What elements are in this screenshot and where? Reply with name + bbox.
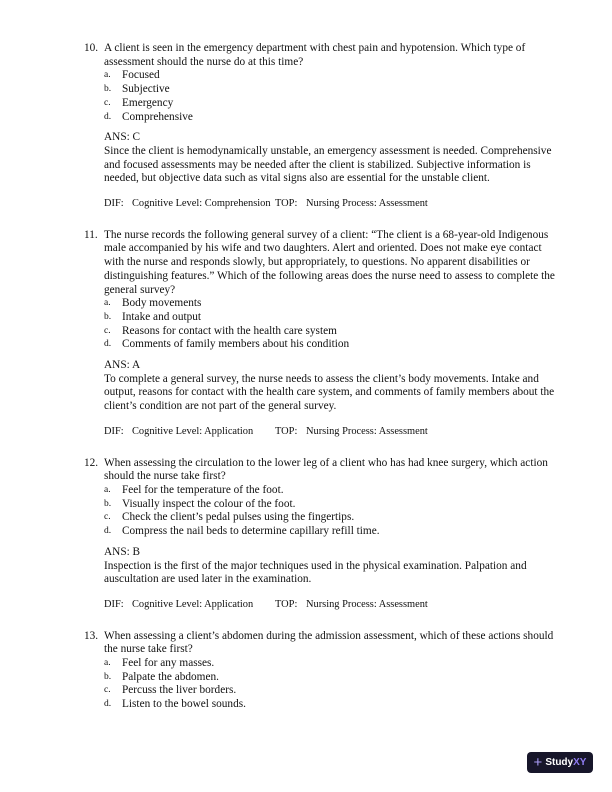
question-13: [84, 630, 554, 712]
option-letter: d.: [104, 339, 112, 350]
answer-option: [104, 684, 554, 698]
rationale: Since the client is hemodynamically unstable, an emergency assessment is needed. Comprehensive and focused assessments may be needed after the client is stabilized. Subjective information is needed, but objective data such as vital signs also are essential for the unstable client.: [104, 144, 552, 185]
question-number: 12.: [84, 456, 99, 469]
option-text: Subjective: [122, 83, 170, 96]
option-letter: b.: [104, 671, 112, 682]
top-label: TOP:: [275, 425, 298, 437]
question-11: [84, 229, 562, 439]
answer-key: ANS: C: [104, 131, 141, 144]
question-list: [84, 42, 562, 730]
option-text: Compress the nail beds to determine capillary refill time.: [122, 525, 380, 538]
option-letter: c.: [104, 512, 111, 523]
option-text: Comments of family members about his condition: [122, 338, 350, 351]
option-letter: b.: [104, 311, 112, 322]
option-text: Comprehensive: [122, 110, 193, 123]
studyxy-badge[interactable]: [527, 752, 593, 773]
badge-text: Study: [545, 756, 574, 768]
option-letter: b.: [104, 498, 112, 509]
answer-key: ANS: A: [104, 359, 141, 372]
question-number: 13.: [84, 629, 99, 642]
option-letter: a.: [104, 484, 111, 495]
rationale: Inspection is the first of the major techniques used in the physical examination. Palpation and auscultation are used later in the examination.: [104, 559, 527, 586]
option-letter: a.: [104, 70, 111, 81]
option-letter: a.: [104, 298, 111, 309]
option-text: Intake and output: [122, 310, 202, 323]
answer-option: [104, 69, 554, 83]
answer-option: [104, 111, 554, 125]
answer-option: [104, 511, 554, 525]
answer-option: [104, 97, 554, 111]
plus-icon: +: [533, 753, 543, 771]
option-text: Palpate the abdomen.: [122, 670, 219, 683]
option-text: Feel for any masses.: [122, 657, 215, 670]
question-number: 10.: [84, 42, 99, 54]
dif-label: DIF:: [104, 425, 124, 437]
question-12: [84, 457, 554, 612]
question-stem: A client is seen in the emergency department with chest pain and hypotension. Which type of assessment should the nurse do at this time?: [104, 42, 526, 68]
topic: Nursing Process: Assessment: [306, 425, 428, 437]
option-text: Body movements: [122, 297, 202, 310]
answer-option: [104, 484, 554, 498]
answer-option: [104, 498, 554, 512]
top-label: TOP:: [275, 598, 298, 610]
difficulty: Cognitive Level: Comprehension: [132, 198, 271, 210]
option-text: Visually inspect the colour of the foot.: [122, 497, 296, 510]
option-text: Percuss the liver borders.: [122, 684, 237, 697]
option-text: Focused: [122, 69, 160, 82]
rationale: To complete a general survey, the nurse needs to assess the client’s body movements. Intake and output, reasons for contact with the health care system, and comments of family members about the client’s condition are not part of the general survey.: [104, 372, 555, 413]
difficulty: Cognitive Level: Application: [132, 425, 254, 437]
answer-option: [104, 671, 554, 685]
option-text: Check the client’s pedal pulses using the fingertips.: [122, 511, 355, 524]
question-number: 11.: [84, 228, 98, 241]
top-label: TOP:: [275, 198, 298, 210]
answer-option: [104, 83, 554, 97]
metadata-row: [104, 598, 554, 612]
question-10: [84, 42, 554, 211]
difficulty: Cognitive Level: Application: [132, 598, 254, 610]
option-text: Feel for the temperature of the foot.: [122, 483, 284, 496]
answer-option: [104, 698, 554, 712]
option-text: Emergency: [122, 96, 174, 109]
option-letter: b.: [104, 84, 112, 95]
topic: Nursing Process: Assessment: [306, 598, 428, 610]
answer-key: ANS: B: [104, 545, 141, 558]
option-text: Reasons for contact with the health care system: [122, 324, 337, 337]
topic: Nursing Process: Assessment: [306, 198, 428, 210]
question-stem: When assessing a client’s abdomen during the admission assessment, which of these actions should the nurse take first?: [104, 629, 554, 656]
option-letter: d.: [104, 526, 112, 537]
question-stem: The nurse records the following general survey of a client: “The client is a 68-year-old Indigenous male accompanied by his wife and two daughters. Alert and oriented. Does not make eye contact with the nurse and responds slowly, but appropriately, to questions. No apparent disabilities or distinguishing features.” Which of the following areas does the nurse need to assess to complete the general survey?: [104, 228, 555, 296]
option-letter: d.: [104, 699, 112, 710]
answer-option: [104, 311, 562, 325]
answer-option: [104, 325, 562, 339]
answer-option: [104, 657, 554, 671]
dif-label: DIF:: [104, 198, 124, 210]
option-letter: c.: [104, 97, 111, 108]
badge-text-xy: XY: [573, 756, 587, 768]
dif-label: DIF:: [104, 598, 124, 610]
option-letter: c.: [104, 325, 111, 336]
option-text: Listen to the bowel sounds.: [122, 698, 246, 711]
answer-option: [104, 338, 562, 352]
answer-option: [104, 525, 554, 539]
option-letter: d.: [104, 111, 112, 122]
metadata-row: [104, 197, 554, 211]
answer-option: [104, 297, 562, 311]
option-letter: c.: [104, 685, 111, 696]
option-letter: a.: [104, 658, 111, 669]
metadata-row: [104, 425, 562, 439]
question-stem: When assessing the circulation to the lower leg of a client who has had knee surgery, which action should the nurse take first?: [104, 456, 548, 483]
